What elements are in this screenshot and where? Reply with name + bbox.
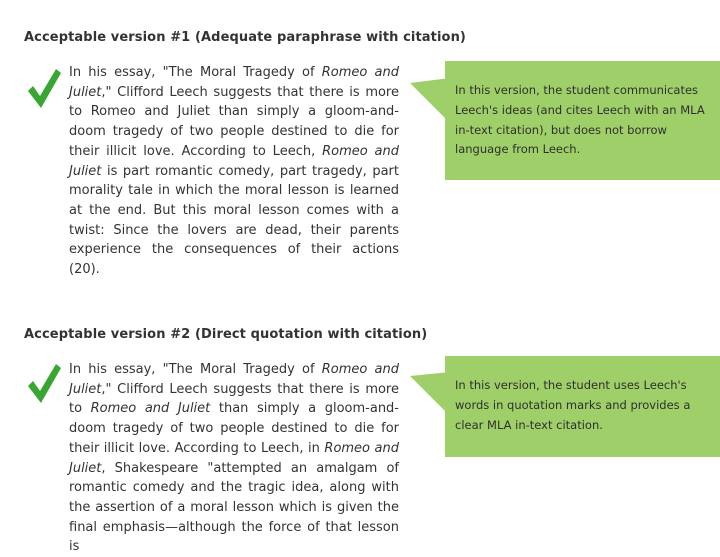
version-2-passage: In his essay, "The Moral Tragedy of Romeo and Juliet," Clifford Leech suggests that there is more to Romeo and Juliet than simply a gloom-and-doom tragedy of two people destined to die for their illicit love. According to Leech, in Romeo and Juliet, Shakespeare "attempted an amalgam of romantic comedy and the tragic idea, along with the assertion of a moral lesson which is given the final emphasis—although the force of that lesson is <box>69 362 399 555</box>
callout-text-1: In this version, the student communicates Leech's ideas (and cites Leech with an MLA in-text citation), but does not borrow language from Leech. <box>455 83 705 157</box>
version-1-heading: Acceptable version #1 (Adequate paraphrase with citation) <box>24 30 466 45</box>
check-mark-icon <box>26 67 62 109</box>
callout-pointer-1 <box>410 75 450 125</box>
version-2-heading: Acceptable version #2 (Direct quotation with citation) <box>24 327 428 342</box>
callout-text-2: In this version, the student uses Leech's words in quotation marks and provides a clear MLA in-text citation. <box>455 378 691 432</box>
check-mark-icon <box>26 362 62 404</box>
callout-box-2 <box>445 356 720 457</box>
callout-box-1 <box>445 61 720 180</box>
version-1-passage: In his essay, "The Moral Tragedy of Romeo and Juliet," Clifford Leech suggests that there is more to Romeo and Juliet than simply a gloom-and-doom tragedy of two people destined to die for their illicit love. According to Leech, Romeo and Juliet is part romantic comedy, part tragedy, part morality tale in which the moral lesson is learned at the end. But this moral lesson comes with a twist: Since the lovers are dead, their parents experience the consequences of their actions (20). <box>69 65 399 278</box>
callout-pointer-2 <box>410 370 450 420</box>
